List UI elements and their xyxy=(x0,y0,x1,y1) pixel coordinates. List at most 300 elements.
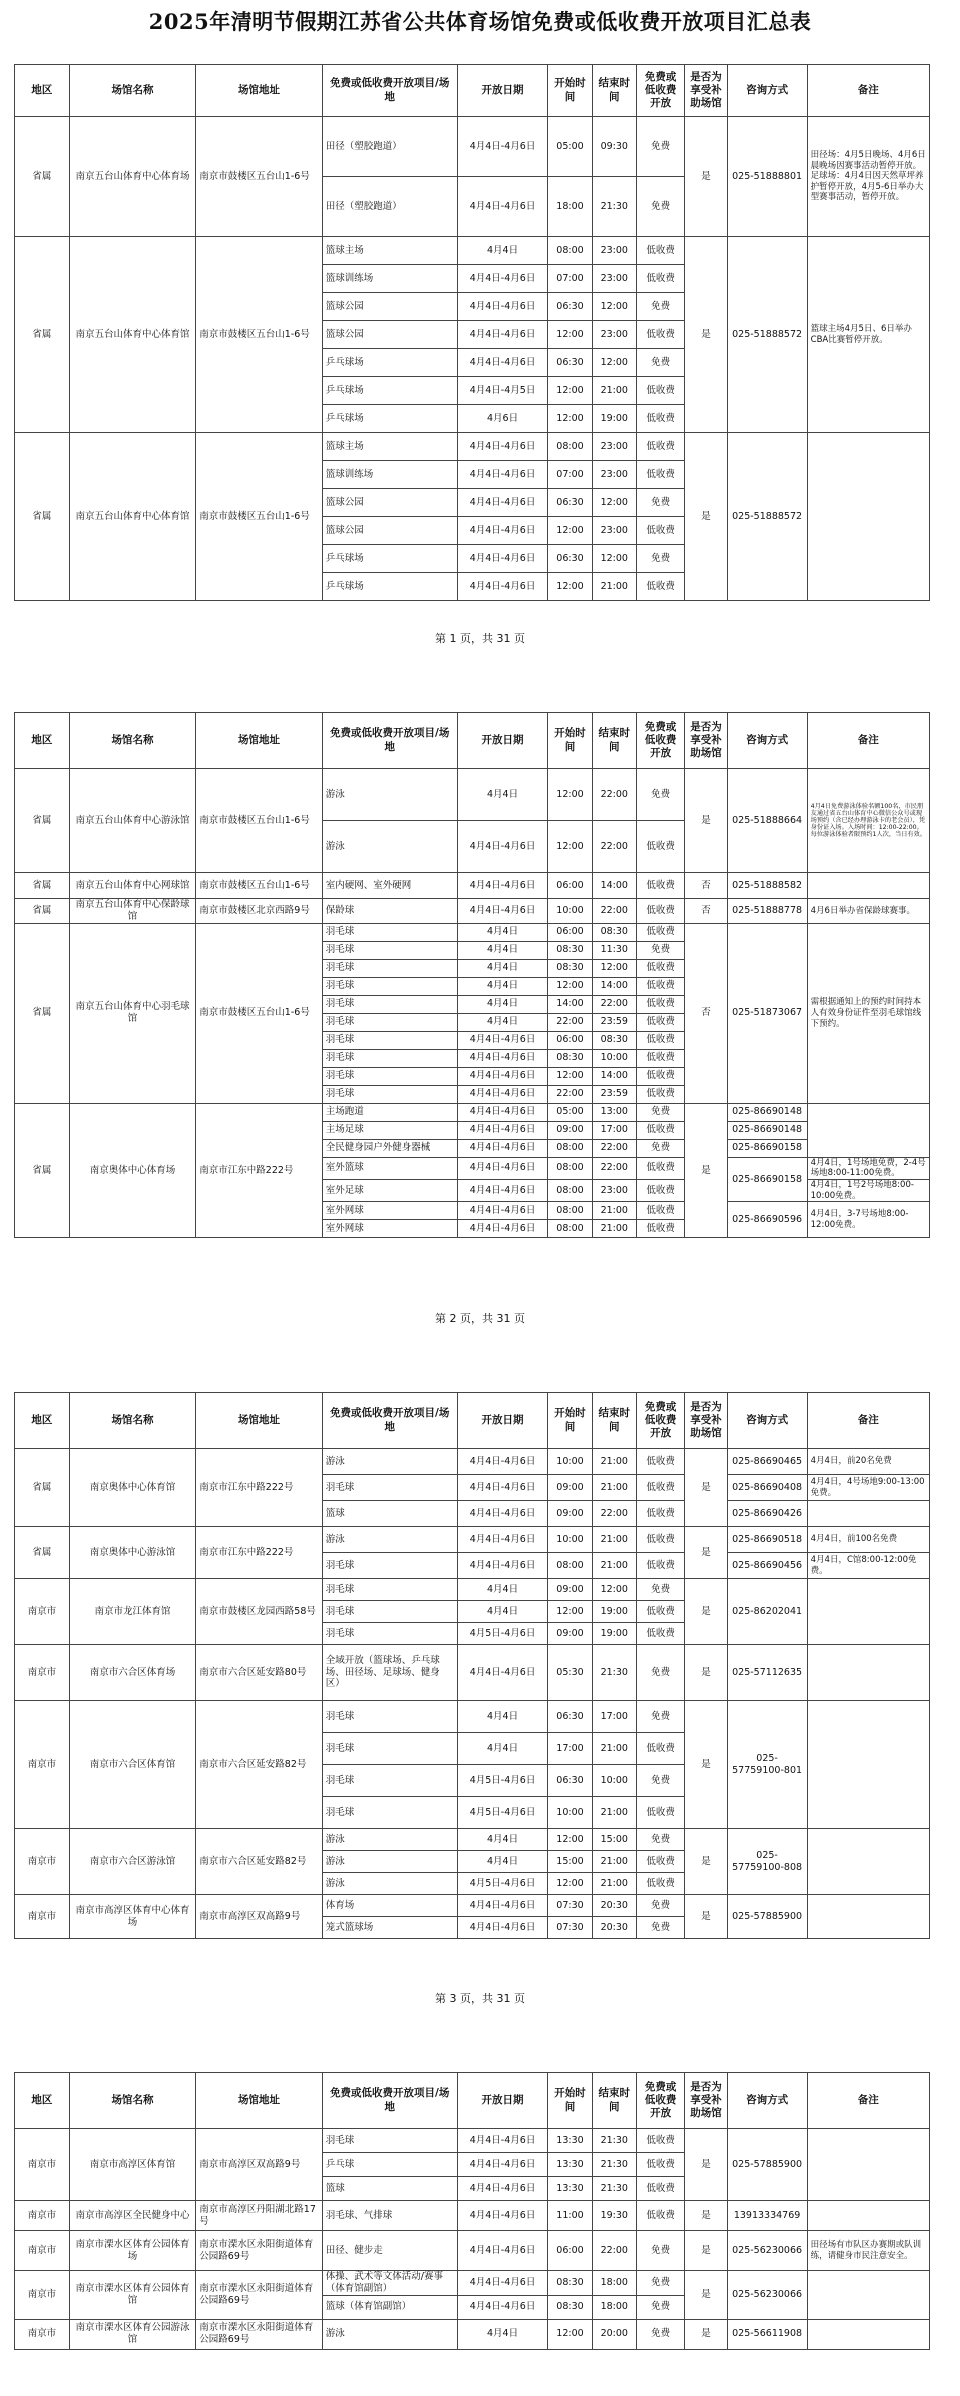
page-number: 第 1 页，共 31 页 xyxy=(435,632,525,645)
contact-cell: 025-86690158 xyxy=(727,1139,807,1157)
venue-name-cell: 南京市溧水区体育公园体育场 xyxy=(69,2231,195,2271)
end-time-cell: 21:30 xyxy=(592,2153,636,2177)
subsidy-cell: 是 xyxy=(685,2231,727,2271)
open-item-cell: 羽毛球、气排球 xyxy=(322,2201,457,2231)
column-header: 免费或低收费开放项目/场地 xyxy=(322,713,457,769)
start-time-cell: 12:00 xyxy=(548,769,592,821)
remark-cell xyxy=(807,2319,929,2349)
column-header: 开始时间 xyxy=(548,2073,592,2129)
end-time-cell: 19:30 xyxy=(592,2201,636,2231)
venue-address-cell: 南京市溧水区永阳街道体育公园路69号 xyxy=(196,2271,322,2320)
remark-cell xyxy=(807,2129,929,2201)
start-time-cell: 12:00 xyxy=(548,517,592,545)
start-time-cell: 05:30 xyxy=(548,1645,592,1701)
open-item-cell: 游泳 xyxy=(322,1873,457,1895)
open-item-cell: 羽毛球 xyxy=(322,959,457,977)
contact-cell: 025-86690465 xyxy=(727,1449,807,1475)
open-date-cell: 4月4日 xyxy=(457,959,548,977)
open-item-cell: 羽毛球 xyxy=(322,1067,457,1085)
venue-name-cell: 南京市六合区游泳馆 xyxy=(69,1829,195,1895)
column-header: 场馆地址 xyxy=(196,713,322,769)
region-cell: 省属 xyxy=(15,117,70,237)
venue-address-cell: 南京市鼓楼区五台山1-6号 xyxy=(196,769,322,873)
end-time-cell: 11:30 xyxy=(592,941,636,959)
end-time-cell: 21:00 xyxy=(592,1527,636,1553)
column-header: 场馆名称 xyxy=(69,65,195,117)
open-item-cell: 羽毛球 xyxy=(322,1085,457,1103)
open-item-cell: 羽毛球 xyxy=(322,995,457,1013)
venue-address-cell: 南京市溧水区永阳街道体育公园路69号 xyxy=(196,2319,322,2349)
open-date-cell: 4月4日 xyxy=(457,995,548,1013)
fee-type-cell: 低收费 xyxy=(636,2129,684,2153)
fee-type-cell: 低收费 xyxy=(636,977,684,995)
end-time-cell: 12:00 xyxy=(592,959,636,977)
fee-type-cell: 免费 xyxy=(636,769,684,821)
open-item-cell: 篮球（体育馆副馆） xyxy=(322,2295,457,2319)
open-date-cell: 4月5日-4月6日 xyxy=(457,1765,548,1797)
column-header: 场馆名称 xyxy=(69,1393,195,1449)
start-time-cell: 09:00 xyxy=(548,1501,592,1527)
start-time-cell: 10:00 xyxy=(548,1527,592,1553)
fee-type-cell: 低收费 xyxy=(636,1733,684,1765)
column-header: 场馆地址 xyxy=(196,65,322,117)
start-time-cell: 06:30 xyxy=(548,489,592,517)
open-date-cell: 4月4日-4月6日 xyxy=(457,1049,548,1067)
open-item-cell: 主场足球 xyxy=(322,1121,457,1139)
fee-type-cell: 低收费 xyxy=(636,1121,684,1139)
fee-type-cell: 免费 xyxy=(636,1579,684,1601)
column-header: 咨询方式 xyxy=(727,65,807,117)
table-row xyxy=(15,1527,930,1553)
remark-cell xyxy=(807,1579,929,1645)
region-cell: 南京市 xyxy=(15,2231,70,2271)
remark-cell xyxy=(807,1645,929,1701)
table-row xyxy=(15,1449,930,1475)
fee-type-cell: 低收费 xyxy=(636,321,684,349)
fee-type-cell: 低收费 xyxy=(636,1013,684,1031)
fee-type-cell: 低收费 xyxy=(636,1553,684,1579)
column-header: 结束时间 xyxy=(592,65,636,117)
region-cell: 省属 xyxy=(15,899,70,924)
start-time-cell: 12:00 xyxy=(548,1067,592,1085)
start-time-cell: 07:30 xyxy=(548,1917,592,1939)
open-date-cell: 4月4日-4月6日 xyxy=(457,1449,548,1475)
venue-name-cell: 南京五台山体育中心保龄球馆 xyxy=(69,899,195,924)
open-item-cell: 羽毛球 xyxy=(322,1553,457,1579)
fee-type-cell: 低收费 xyxy=(636,959,684,977)
venue-name-cell: 南京市溧水区体育公园游泳馆 xyxy=(69,2319,195,2349)
fee-type-cell: 低收费 xyxy=(636,1601,684,1623)
open-date-cell: 4月4日-4月6日 xyxy=(457,1067,548,1085)
end-time-cell: 17:00 xyxy=(592,1121,636,1139)
end-time-cell: 14:00 xyxy=(592,873,636,899)
end-time-cell: 21:00 xyxy=(592,377,636,405)
end-time-cell: 10:00 xyxy=(592,1049,636,1067)
contact-cell: 025-56230066 xyxy=(727,2271,807,2320)
column-header: 免费或低收费开放 xyxy=(636,713,684,769)
column-header: 地区 xyxy=(15,2073,70,2129)
open-item-cell: 室外篮球 xyxy=(322,1157,457,1179)
open-item-cell: 羽毛球 xyxy=(322,1623,457,1645)
start-time-cell: 12:00 xyxy=(548,377,592,405)
table-row xyxy=(15,873,930,899)
column-header: 备注 xyxy=(807,65,929,117)
column-header: 免费或低收费开放项目/场地 xyxy=(322,65,457,117)
open-date-cell: 4月4日-4月6日 xyxy=(457,177,548,237)
open-date-cell: 4月4日-4月6日 xyxy=(457,461,548,489)
start-time-cell: 06:30 xyxy=(548,349,592,377)
fee-type-cell: 低收费 xyxy=(636,1220,684,1238)
end-time-cell: 08:30 xyxy=(592,1031,636,1049)
end-time-cell: 22:00 xyxy=(592,769,636,821)
end-time-cell: 21:00 xyxy=(592,1475,636,1501)
venue-name-cell: 南京五台山体育中心体育馆 xyxy=(69,433,195,601)
open-item-cell: 室外网球 xyxy=(322,1220,457,1238)
open-item-cell: 田径（塑胶跑道） xyxy=(322,117,457,177)
open-item-cell: 羽毛球 xyxy=(322,1049,457,1067)
end-time-cell: 14:00 xyxy=(592,1067,636,1085)
fee-type-cell: 免费 xyxy=(636,1701,684,1733)
venue-address-cell: 南京市鼓楼区北京西路9号 xyxy=(196,899,322,924)
fee-type-cell: 低收费 xyxy=(636,1851,684,1873)
end-time-cell: 18:00 xyxy=(592,2271,636,2296)
fee-type-cell: 免费 xyxy=(636,117,684,177)
open-date-cell: 4月4日-4月6日 xyxy=(457,2295,548,2319)
contact-cell: 025-86690456 xyxy=(727,1553,807,1579)
end-time-cell: 17:00 xyxy=(592,1701,636,1733)
venue-address-cell: 南京市鼓楼区五台山1-6号 xyxy=(196,873,322,899)
column-header: 结束时间 xyxy=(592,713,636,769)
end-time-cell: 21:00 xyxy=(592,1553,636,1579)
fee-type-cell: 低收费 xyxy=(636,1797,684,1829)
open-date-cell: 4月4日-4月6日 xyxy=(457,265,548,293)
column-header: 免费或低收费开放 xyxy=(636,2073,684,2129)
fee-type-cell: 低收费 xyxy=(636,1501,684,1527)
venue-address-cell: 南京市鼓楼区五台山1-6号 xyxy=(196,237,322,433)
subsidy-cell: 否 xyxy=(685,923,727,1103)
subsidy-cell: 是 xyxy=(685,1527,727,1579)
remark-cell xyxy=(807,1829,929,1895)
open-item-cell: 笼式篮球场 xyxy=(322,1917,457,1939)
start-time-cell: 10:00 xyxy=(548,1449,592,1475)
venue-name-cell: 南京五台山体育中心体育场 xyxy=(69,117,195,237)
remark-cell: 4月4日，3-7号场地8:00-12:00免费。 xyxy=(807,1202,929,1238)
contact-cell: 025-86690148 xyxy=(727,1121,807,1139)
end-time-cell: 12:00 xyxy=(592,293,636,321)
document-title: 2025年清明节假期江苏省公共体育场馆免费或低收费开放项目汇总表 xyxy=(148,9,812,34)
end-time-cell: 18:00 xyxy=(592,2295,636,2319)
open-item-cell: 羽毛球 xyxy=(322,941,457,959)
end-time-cell: 22:00 xyxy=(592,899,636,924)
subsidy-cell: 是 xyxy=(685,1449,727,1527)
start-time-cell: 06:00 xyxy=(548,923,592,941)
start-time-cell: 12:00 xyxy=(548,1829,592,1851)
open-date-cell: 4月4日-4月6日 xyxy=(457,573,548,601)
page-number: 第 2 页，共 31 页 xyxy=(435,1312,525,1325)
venue-name-cell: 南京五台山体育中心网球馆 xyxy=(69,873,195,899)
open-item-cell: 游泳 xyxy=(322,769,457,821)
remark-cell: 4月4日，1号2号场地8:00-10:00免费。 xyxy=(807,1180,929,1202)
end-time-cell: 21:00 xyxy=(592,573,636,601)
open-item-cell: 篮球主场 xyxy=(322,433,457,461)
table-row xyxy=(15,769,930,821)
table-row xyxy=(15,1103,930,1121)
venue-name-cell: 南京市高淳区全民健身中心 xyxy=(69,2201,195,2231)
start-time-cell: 08:00 xyxy=(548,1157,592,1179)
table-row xyxy=(15,1829,930,1851)
fee-type-cell: 免费 xyxy=(636,349,684,377)
open-item-cell: 游泳 xyxy=(322,2319,457,2349)
contact-cell: 025-51888572 xyxy=(727,237,807,433)
end-time-cell: 21:00 xyxy=(592,1851,636,1873)
venue-name-cell: 南京五台山体育中心体育馆 xyxy=(69,237,195,433)
contact-cell: 025-51888778 xyxy=(727,899,807,924)
venue-address-cell: 南京市高淳区丹阳湖北路17号 xyxy=(196,2201,322,2231)
open-item-cell: 羽毛球 xyxy=(322,1701,457,1733)
open-date-cell: 4月4日-4月6日 xyxy=(457,1157,548,1179)
open-date-cell: 4月4日-4月6日 xyxy=(457,1220,548,1238)
open-item-cell: 篮球 xyxy=(322,1501,457,1527)
header-row xyxy=(15,1393,930,1449)
subsidy-cell: 是 xyxy=(685,1829,727,1895)
open-date-cell: 4月5日-4月6日 xyxy=(457,1797,548,1829)
column-header: 备注 xyxy=(807,713,929,769)
contact-cell: 13913334769 xyxy=(727,2201,807,2231)
start-time-cell: 09:00 xyxy=(548,1121,592,1139)
contact-cell: 025-57759100-801 xyxy=(727,1701,807,1829)
open-date-cell: 4月4日-4月6日 xyxy=(457,545,548,573)
data-table xyxy=(14,1392,930,1939)
open-date-cell: 4月5日-4月6日 xyxy=(457,1623,548,1645)
open-date-cell: 4月4日 xyxy=(457,977,548,995)
fee-type-cell: 低收费 xyxy=(636,1449,684,1475)
venue-name-cell: 南京市高淳区体育馆 xyxy=(69,2129,195,2201)
open-date-cell: 4月4日-4月6日 xyxy=(457,1553,548,1579)
fee-type-cell: 低收费 xyxy=(636,1085,684,1103)
end-time-cell: 19:00 xyxy=(592,1601,636,1623)
fee-type-cell: 低收费 xyxy=(636,1873,684,1895)
open-date-cell: 4月4日-4月6日 xyxy=(457,1527,548,1553)
open-date-cell: 4月4日 xyxy=(457,769,548,821)
start-time-cell: 09:00 xyxy=(548,1475,592,1501)
open-item-cell: 室外网球 xyxy=(322,1202,457,1220)
table-row xyxy=(15,117,930,177)
end-time-cell: 23:00 xyxy=(592,1180,636,1202)
end-time-cell: 22:00 xyxy=(592,2231,636,2271)
table-header xyxy=(15,713,930,769)
region-cell: 省属 xyxy=(15,769,70,873)
open-date-cell: 4月4日 xyxy=(457,1733,548,1765)
column-header: 地区 xyxy=(15,713,70,769)
subsidy-cell: 否 xyxy=(685,899,727,924)
contact-cell: 025-56230066 xyxy=(727,2231,807,2271)
end-time-cell: 08:30 xyxy=(592,923,636,941)
open-item-cell: 全域开放（篮球场、乒乓球场、田径场、足球场、健身区） xyxy=(322,1645,457,1701)
subsidy-cell: 是 xyxy=(685,1895,727,1939)
venue-name-cell: 南京奥体中心体育场 xyxy=(69,1103,195,1238)
open-date-cell: 4月4日 xyxy=(457,2319,548,2349)
open-item-cell: 羽毛球 xyxy=(322,1031,457,1049)
open-item-cell: 游泳 xyxy=(322,1829,457,1851)
column-header: 是否为享受补助场馆 xyxy=(685,1393,727,1449)
start-time-cell: 08:00 xyxy=(548,433,592,461)
open-date-cell: 4月4日-4月6日 xyxy=(457,1103,548,1121)
subsidy-cell: 是 xyxy=(685,433,727,601)
open-item-cell: 体操、武术等文体活动/赛事（体育馆副馆） xyxy=(322,2271,457,2296)
fee-type-cell: 免费 xyxy=(636,177,684,237)
start-time-cell: 12:00 xyxy=(548,1873,592,1895)
page-cutoff xyxy=(0,2377,960,2396)
venue-address-cell: 南京市鼓楼区五台山1-6号 xyxy=(196,433,322,601)
fee-type-cell: 低收费 xyxy=(636,517,684,545)
open-item-cell: 田径、健步走 xyxy=(322,2231,457,2271)
fee-type-cell: 低收费 xyxy=(636,995,684,1013)
contact-cell: 025-57885900 xyxy=(727,1895,807,1939)
region-cell: 南京市 xyxy=(15,2271,70,2320)
contact-cell: 025-51888572 xyxy=(727,433,807,601)
fee-type-cell: 免费 xyxy=(636,2271,684,2296)
column-header: 开始时间 xyxy=(548,1393,592,1449)
end-time-cell: 22:00 xyxy=(592,1501,636,1527)
fee-type-cell: 低收费 xyxy=(636,1067,684,1085)
end-time-cell: 23:59 xyxy=(592,1085,636,1103)
subsidy-cell: 是 xyxy=(685,2129,727,2201)
open-item-cell: 保龄球 xyxy=(322,899,457,924)
column-header: 场馆地址 xyxy=(196,1393,322,1449)
start-time-cell: 06:30 xyxy=(548,1765,592,1797)
start-time-cell: 12:00 xyxy=(548,977,592,995)
header-row xyxy=(15,65,930,117)
open-item-cell: 羽毛球 xyxy=(322,977,457,995)
open-item-cell: 乒乓球场 xyxy=(322,573,457,601)
start-time-cell: 06:00 xyxy=(548,873,592,899)
venue-name-cell: 南京五台山体育中心羽毛球馆 xyxy=(69,923,195,1103)
region-cell: 省属 xyxy=(15,923,70,1103)
end-time-cell: 14:00 xyxy=(592,977,636,995)
fee-type-cell: 低收费 xyxy=(636,265,684,293)
fee-type-cell: 免费 xyxy=(636,2231,684,2271)
column-header: 免费或低收费开放项目/场地 xyxy=(322,1393,457,1449)
region-cell: 省属 xyxy=(15,433,70,601)
column-header: 免费或低收费开放 xyxy=(636,1393,684,1449)
table-header xyxy=(15,1393,930,1449)
start-time-cell: 08:30 xyxy=(548,941,592,959)
end-time-cell: 19:00 xyxy=(592,1623,636,1645)
region-cell: 南京市 xyxy=(15,2201,70,2231)
region-cell: 省属 xyxy=(15,873,70,899)
open-date-cell: 4月4日-4月6日 xyxy=(457,2201,548,2231)
venue-address-cell: 南京市鼓楼区五台山1-6号 xyxy=(196,117,322,237)
start-time-cell: 07:00 xyxy=(548,265,592,293)
table-row xyxy=(15,2231,930,2271)
contact-cell: 025-56611908 xyxy=(727,2319,807,2349)
open-item-cell: 游泳 xyxy=(322,1527,457,1553)
open-date-cell: 4月4日-4月6日 xyxy=(457,2153,548,2177)
end-time-cell: 23:00 xyxy=(592,433,636,461)
remark-cell: 需根据通知上的预约时间持本人有效身份证件至羽毛球馆线下预约。 xyxy=(807,923,929,1103)
venue-address-cell: 南京市六合区延安路80号 xyxy=(196,1645,322,1701)
contact-cell: 025-51873067 xyxy=(727,923,807,1103)
column-header: 咨询方式 xyxy=(727,713,807,769)
open-date-cell: 4月6日 xyxy=(457,405,548,433)
table-row xyxy=(15,2271,930,2296)
column-header: 是否为享受补助场馆 xyxy=(685,2073,727,2129)
open-date-cell: 4月4日 xyxy=(457,1829,548,1851)
end-time-cell: 23:00 xyxy=(592,321,636,349)
fee-type-cell: 免费 xyxy=(636,1829,684,1851)
fee-type-cell: 免费 xyxy=(636,293,684,321)
fee-type-cell: 低收费 xyxy=(636,573,684,601)
open-date-cell: 4月4日-4月6日 xyxy=(457,899,548,924)
region-cell: 省属 xyxy=(15,1449,70,1527)
data-table xyxy=(14,2072,930,2350)
open-item-cell: 篮球 xyxy=(322,2177,457,2201)
end-time-cell: 22:00 xyxy=(592,1139,636,1157)
start-time-cell: 07:30 xyxy=(548,1895,592,1917)
start-time-cell: 08:00 xyxy=(548,1220,592,1238)
fee-type-cell: 低收费 xyxy=(636,2177,684,2201)
fee-type-cell: 低收费 xyxy=(636,923,684,941)
fee-type-cell: 低收费 xyxy=(636,1527,684,1553)
region-cell: 南京市 xyxy=(15,1645,70,1701)
venue-address-cell: 南京市溧水区永阳街道体育公园路69号 xyxy=(196,2231,322,2271)
end-time-cell: 22:00 xyxy=(592,995,636,1013)
open-item-cell: 篮球训练场 xyxy=(322,265,457,293)
start-time-cell: 11:00 xyxy=(548,2201,592,2231)
end-time-cell: 09:30 xyxy=(592,117,636,177)
open-date-cell: 4月4日-4月6日 xyxy=(457,2231,548,2271)
start-time-cell: 12:00 xyxy=(548,821,592,873)
subsidy-cell: 是 xyxy=(685,2319,727,2349)
end-time-cell: 22:00 xyxy=(592,821,636,873)
start-time-cell: 12:00 xyxy=(548,405,592,433)
end-time-cell: 21:00 xyxy=(592,1797,636,1829)
open-date-cell: 4月4日-4月6日 xyxy=(457,873,548,899)
end-time-cell: 21:30 xyxy=(592,2177,636,2201)
open-date-cell: 4月4日-4月6日 xyxy=(457,1645,548,1701)
open-date-cell: 4月4日-4月6日 xyxy=(457,2129,548,2153)
header-row xyxy=(15,713,930,769)
region-cell: 南京市 xyxy=(15,1579,70,1645)
remark-cell: 4月4日，C馆8:00-12:00免费。 xyxy=(807,1553,929,1579)
fee-type-cell: 免费 xyxy=(636,489,684,517)
open-item-cell: 羽毛球 xyxy=(322,2129,457,2153)
venue-address-cell: 南京市六合区延安路82号 xyxy=(196,1829,322,1895)
end-time-cell: 21:30 xyxy=(592,2129,636,2153)
column-header: 场馆名称 xyxy=(69,2073,195,2129)
start-time-cell: 06:00 xyxy=(548,2231,592,2271)
open-item-cell: 篮球公园 xyxy=(322,517,457,545)
open-date-cell: 4月4日-4月6日 xyxy=(457,1180,548,1202)
venue-address-cell: 南京市江东中路222号 xyxy=(196,1449,322,1527)
venue-name-cell: 南京市龙江体育馆 xyxy=(69,1579,195,1645)
start-time-cell: 08:30 xyxy=(548,959,592,977)
column-header: 开放日期 xyxy=(457,65,548,117)
remark-cell xyxy=(807,433,929,601)
fee-type-cell: 低收费 xyxy=(636,821,684,873)
open-date-cell: 4月4日 xyxy=(457,1851,548,1873)
end-time-cell: 20:30 xyxy=(592,1895,636,1917)
venue-name-cell: 南京五台山体育中心游泳馆 xyxy=(69,769,195,873)
table-row xyxy=(15,2319,930,2349)
region-cell: 南京市 xyxy=(15,2129,70,2201)
end-time-cell: 21:30 xyxy=(592,177,636,237)
contact-cell: 025-57885900 xyxy=(727,2129,807,2201)
open-item-cell: 主场跑道 xyxy=(322,1103,457,1121)
start-time-cell: 06:30 xyxy=(548,1701,592,1733)
table-row xyxy=(15,1645,930,1701)
end-time-cell: 12:00 xyxy=(592,1579,636,1601)
